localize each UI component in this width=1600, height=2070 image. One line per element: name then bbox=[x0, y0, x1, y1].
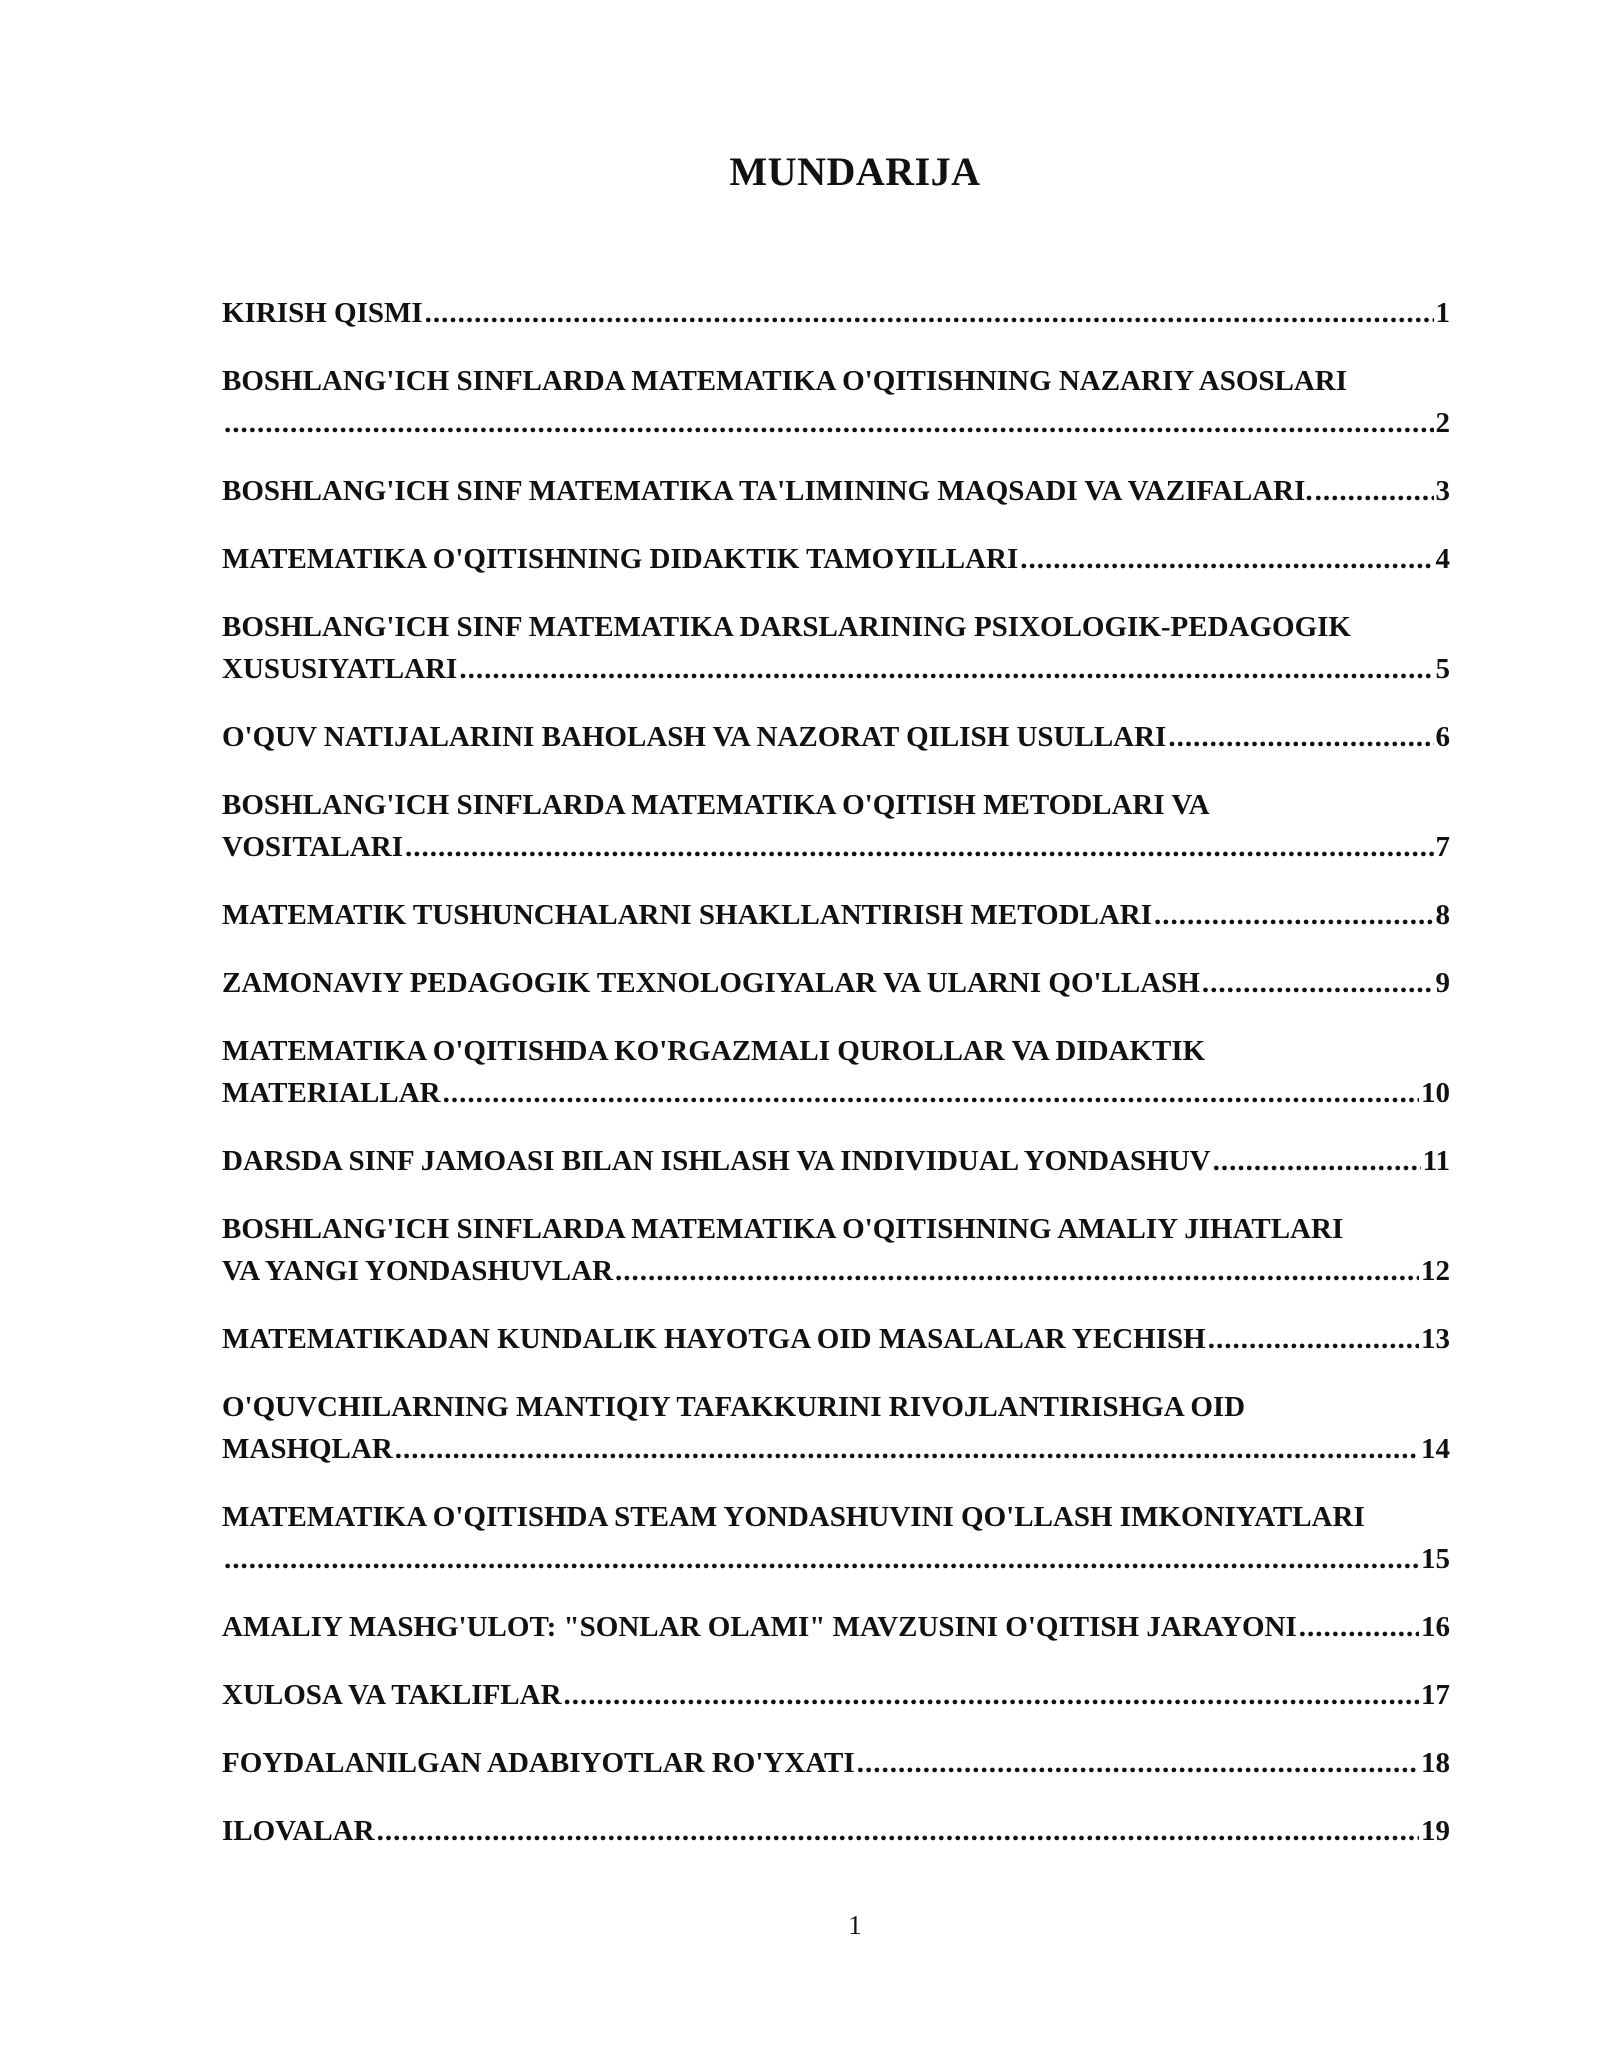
toc-entry[interactable] bbox=[222, 292, 1450, 334]
toc-entry-row bbox=[222, 538, 1450, 580]
toc-entry-row bbox=[222, 716, 1450, 758]
toc-entry[interactable] bbox=[222, 606, 1450, 690]
toc-entry-title: ILOVALAR bbox=[222, 1815, 375, 1847]
toc-dot-leader bbox=[1213, 1140, 1421, 1182]
toc-entry-row bbox=[222, 470, 1450, 512]
toc-entry-row bbox=[222, 962, 1450, 1004]
toc-dot-leader bbox=[1020, 538, 1433, 580]
toc-entry-row bbox=[222, 1742, 1450, 1784]
toc-entry-row bbox=[222, 1250, 1450, 1292]
toc-page-number: 16 bbox=[1421, 1611, 1450, 1643]
toc-entry[interactable] bbox=[222, 538, 1450, 580]
toc-page-number: 15 bbox=[1421, 1543, 1450, 1575]
toc-page-number: 17 bbox=[1421, 1679, 1450, 1711]
toc-entry-title: MATEMATIKA O'QITISHNING DIDAKTIK TAMOYILLARI bbox=[222, 543, 1019, 575]
toc-page-number: 14 bbox=[1421, 1433, 1450, 1465]
toc-entry-title: VOSITALARI bbox=[222, 831, 403, 863]
toc-dot-leader bbox=[1202, 962, 1434, 1004]
toc-dot-leader bbox=[425, 292, 1434, 334]
toc-page-number: 19 bbox=[1421, 1815, 1450, 1847]
page-number: 1 bbox=[848, 1910, 862, 1940]
toc-entry-title: ZAMONAVIY PEDAGOGIK TEXNOLOGIYALAR VA ULARNI QO'LLASH bbox=[222, 967, 1200, 999]
toc-entry[interactable] bbox=[222, 1318, 1450, 1360]
toc-entry[interactable] bbox=[222, 1030, 1450, 1114]
toc-entry[interactable] bbox=[222, 1810, 1450, 1852]
toc-page-number: 8 bbox=[1435, 899, 1450, 931]
toc-entry-row bbox=[222, 1810, 1450, 1852]
toc-dot-leader bbox=[857, 1742, 1419, 1784]
toc-dot-leader bbox=[443, 1072, 1419, 1114]
toc-entry-row bbox=[222, 1538, 1450, 1580]
toc-entry-row bbox=[222, 648, 1450, 690]
toc-entry[interactable] bbox=[222, 894, 1450, 936]
toc-entry-title: FOYDALANILGAN ADABIYOTLAR RO'YXATI bbox=[222, 1747, 855, 1779]
toc-entry-row bbox=[222, 1072, 1450, 1114]
table-of-contents bbox=[222, 292, 1450, 1878]
toc-entry[interactable] bbox=[222, 1606, 1450, 1648]
toc-entry-title-line: MATEMATIKA O'QITISHDA KO'RGAZMALI QUROLLAR VA DIDAKTIK bbox=[222, 1035, 1206, 1067]
toc-entry-title-line: BOSHLANG'ICH SINF MATEMATIKA DARSLARINING PSIXOLOGIK-PEDAGOGIK bbox=[222, 611, 1351, 643]
toc-page-number: 3 bbox=[1435, 475, 1450, 507]
toc-entry-title-line: MATEMATIKA O'QITISHDA STEAM YONDASHUVINI QO'LLASH IMKONIYATLARI bbox=[222, 1501, 1365, 1533]
toc-entry[interactable] bbox=[222, 1674, 1450, 1716]
toc-entry-title-line: O'QUVCHILARNING MANTIQIY TAFAKKURINI RIVOJLANTIRISHGA OID bbox=[222, 1391, 1246, 1423]
toc-entry-row bbox=[222, 1318, 1450, 1360]
toc-dot-leader bbox=[405, 826, 1434, 868]
toc-dot-leader bbox=[1208, 1318, 1419, 1360]
toc-entry[interactable] bbox=[222, 1386, 1450, 1470]
toc-page-number: 11 bbox=[1422, 1145, 1450, 1177]
toc-entry[interactable] bbox=[222, 1140, 1450, 1182]
toc-entry[interactable] bbox=[222, 716, 1450, 758]
toc-entry-title: MATEMATIK TUSHUNCHALARNI SHAKLLANTIRISH METODLARI bbox=[222, 899, 1153, 931]
toc-dot-leader bbox=[377, 1810, 1419, 1852]
toc-entry-row bbox=[222, 894, 1450, 936]
toc-page-number: 12 bbox=[1421, 1255, 1450, 1287]
toc-entry-title-line: BOSHLANG'ICH SINFLARDA MATEMATIKA O'QITISH METODLARI VA bbox=[222, 789, 1210, 821]
toc-entry-title-line: BOSHLANG'ICH SINFLARDA MATEMATIKA O'QITISHNING AMALIY JIHATLARI bbox=[222, 1213, 1344, 1245]
toc-page-number: 10 bbox=[1421, 1077, 1450, 1109]
toc-entry-row bbox=[222, 1428, 1450, 1470]
toc-entry-title: O'QUV NATIJALARINI BAHOLASH VA NAZORAT QILISH USULLARI bbox=[222, 721, 1167, 753]
toc-entry-row bbox=[222, 292, 1450, 334]
toc-entry-title: KIRISH QISMI bbox=[222, 297, 423, 329]
toc-dot-leader bbox=[224, 1538, 1419, 1580]
toc-dot-leader bbox=[395, 1428, 1419, 1470]
toc-page-number: 18 bbox=[1421, 1747, 1450, 1779]
toc-page-number: 13 bbox=[1421, 1323, 1450, 1355]
toc-entry[interactable] bbox=[222, 1208, 1450, 1292]
toc-dot-leader bbox=[1315, 470, 1434, 512]
toc-entry-title: XUSUSIYATLARI bbox=[222, 653, 458, 685]
toc-entry[interactable] bbox=[222, 784, 1450, 868]
toc-page-number: 6 bbox=[1435, 721, 1450, 753]
toc-entry-title: XULOSA VA TAKLIFLAR bbox=[222, 1679, 562, 1711]
toc-entry[interactable] bbox=[222, 360, 1450, 444]
page-title: MUNDARIJA bbox=[729, 149, 981, 194]
toc-dot-leader bbox=[1299, 1606, 1419, 1648]
toc-page-number: 5 bbox=[1435, 653, 1450, 685]
toc-entry-title: BOSHLANG'ICH SINF MATEMATIKA TA'LIMINING MAQSADI VA VAZIFALARI. bbox=[222, 475, 1313, 507]
toc-page-number: 7 bbox=[1435, 831, 1450, 863]
toc-entry[interactable] bbox=[222, 1742, 1450, 1784]
toc-entry-row bbox=[222, 1140, 1450, 1182]
toc-entry-title: MATERIALLAR bbox=[222, 1077, 441, 1109]
toc-entry-row bbox=[222, 1674, 1450, 1716]
toc-entry[interactable] bbox=[222, 962, 1450, 1004]
toc-dot-leader bbox=[1168, 716, 1433, 758]
toc-entry-title: DARSDA SINF JAMOASI BILAN ISHLASH VA INDIVIDUAL YONDASHUV bbox=[222, 1145, 1211, 1177]
toc-entry-row bbox=[222, 402, 1450, 444]
toc-entry-title: MASHQLAR bbox=[222, 1433, 393, 1465]
toc-entry-row bbox=[222, 826, 1450, 868]
toc-page-number: 9 bbox=[1435, 967, 1450, 999]
toc-entry-title: MATEMATIKADAN KUNDALIK HAYOTGA OID MASALALAR YECHISH bbox=[222, 1323, 1206, 1355]
toc-dot-leader bbox=[615, 1250, 1419, 1292]
toc-entry[interactable] bbox=[222, 1496, 1450, 1580]
toc-dot-leader bbox=[459, 648, 1433, 690]
toc-entry-title-line: BOSHLANG'ICH SINFLARDA MATEMATIKA O'QITISHNING NAZARIY ASOSLARI bbox=[222, 365, 1348, 397]
toc-entry-row bbox=[222, 1606, 1450, 1648]
toc-page-number: 2 bbox=[1435, 407, 1450, 439]
toc-dot-leader bbox=[224, 402, 1434, 444]
toc-entry[interactable] bbox=[222, 470, 1450, 512]
toc-entry-title: VA YANGI YONDASHUVLAR bbox=[222, 1255, 614, 1287]
toc-page-number: 1 bbox=[1435, 297, 1450, 329]
toc-dot-leader bbox=[564, 1674, 1419, 1716]
toc-dot-leader bbox=[1154, 894, 1433, 936]
toc-page-number: 4 bbox=[1435, 543, 1450, 575]
toc-entry-title: AMALIY MASHG'ULOT: "SONLAR OLAMI" MAVZUSINI O'QITISH JARAYONI bbox=[222, 1611, 1297, 1643]
